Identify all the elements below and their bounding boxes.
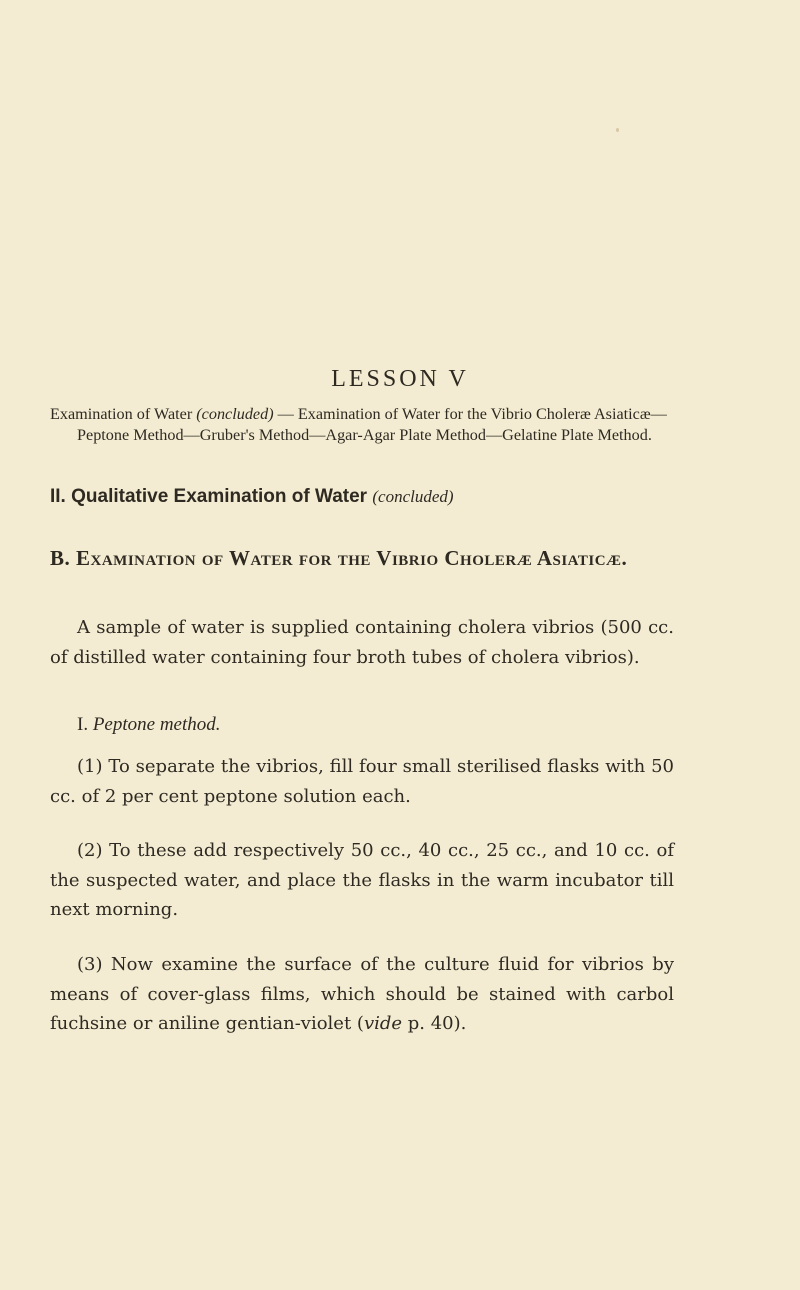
lesson-summary <box>50 404 717 446</box>
summary-text-1: Examination of Water <box>50 405 197 423</box>
paper-speck <box>616 128 619 132</box>
method-name: Peptone method. <box>92 714 221 735</box>
step-3 <box>50 950 674 1039</box>
method-title <box>77 714 221 736</box>
sub-heading: B. Examination of Water for the Vibrio Choleræ Asiaticæ. <box>50 546 628 570</box>
summary-text-2: — Examination of Water for the Vibrio Choleræ Asiaticæ—Peptone Method—Gruber's Method—Agar-Agar Plate Method—Gelatine Plate Method. <box>77 405 667 444</box>
intro-paragraph: A sample of water is supplied containing cholera vibrios (500 cc. of distilled water containing four broth tubes of cholera vibrios). <box>50 617 674 668</box>
method-number: I. <box>77 714 93 735</box>
step-1: (1) To separate the vibrios, fill four small sterilised flasks with 50 cc. of 2 per cent peptone solution each. <box>50 756 674 807</box>
section-heading-concluded: (concluded) <box>372 487 454 506</box>
lesson-title: LESSON V <box>331 366 469 392</box>
step-3-vide: vide <box>363 1013 403 1034</box>
section-heading <box>50 486 700 508</box>
step-2: (2) To these add respectively 50 cc., 40 cc., 25 cc., and 10 cc. of the suspected water, and place the flasks in the warm incubator till next morning. <box>50 840 674 920</box>
summary-concluded: (concluded) <box>196 405 274 423</box>
step-3-text-2: p. 40). <box>402 1013 467 1034</box>
step-3-text-1: (3) Now examine the surface of the culture fluid for vibrios by means of cover-glass films, which should be stained with carbol fuchsine or aniline gentian-violet ( <box>50 954 674 1034</box>
section-heading-text: II. Qualitative Examination of Water <box>50 486 373 507</box>
